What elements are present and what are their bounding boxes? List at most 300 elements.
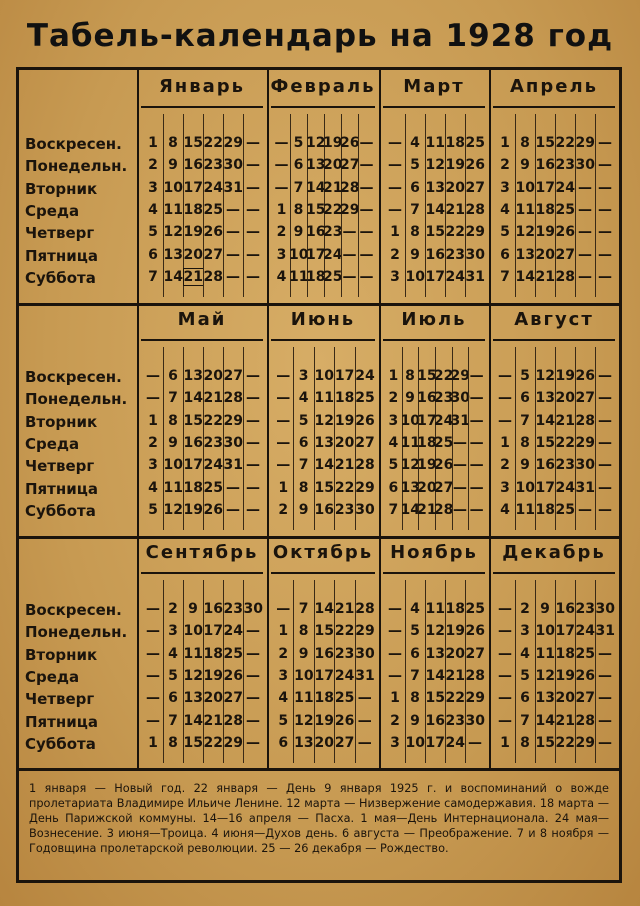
weekday-label: Среда [25,201,80,220]
day-cell: 14 [314,457,334,474]
day-cell: 21 [535,268,555,285]
day-cell: 29 [450,368,470,384]
day-cell: 18 [555,645,575,662]
day-cell: 19 [183,501,203,518]
day-cell: 17 [555,623,575,640]
day-cell: — [598,268,612,285]
day-cell: 23 [555,457,575,474]
month-name: Апрель [509,76,599,97]
day-cell: 20 [555,690,575,707]
day-cell: — [469,390,484,407]
day-cell: 23 [433,390,454,407]
day-cell: 9 [168,434,178,451]
day-cell: 9 [168,157,178,174]
day-cell: 9 [410,246,420,263]
day-cell: 18 [535,201,555,218]
day-cell: 11 [400,434,420,451]
day-cell: — [498,712,512,729]
day-cell: 5 [298,412,309,429]
day-cell: 16 [417,390,437,407]
day-cell: 1 [148,135,158,151]
day-cell: — [388,201,402,218]
day-cell: 26 [223,667,243,684]
day-cell: — [226,501,240,518]
day-cell: 10 [535,623,555,640]
day-cell: 31 [450,412,470,429]
day-cell: 25 [203,479,223,496]
day-cell: — [246,368,260,384]
day-cell: 30 [575,457,595,474]
day-cell: 23 [203,157,223,174]
day-cell: 18 [334,390,355,407]
day-cell: — [246,135,260,151]
day-cell: — [578,246,592,263]
day-cell: 20 [183,246,203,263]
day-cell: — [359,179,374,196]
day-cell: 5 [388,457,399,474]
day-cell: 21 [334,457,355,474]
day-cell: 20 [445,645,465,662]
month-divider [489,536,491,769]
day-cell: — [388,135,402,151]
month-9 [267,536,379,769]
day-cell: 27 [575,390,595,407]
day-cell: 16 [425,246,445,263]
day-cell: 19 [203,667,223,684]
day-cell: — [598,224,612,241]
day-cell: — [226,224,240,241]
day-cell: 9 [298,645,309,662]
day-cell: 16 [535,157,555,174]
day-cell: — [246,201,260,218]
day-cell: 4 [148,201,158,218]
weekday-label: Воскресен. [25,135,122,153]
day-cell: 18 [417,434,437,451]
day-cell: 6 [278,734,289,751]
day-cell: 2 [500,157,510,174]
day-cell: — [598,667,612,684]
day-cell: 25 [555,201,575,218]
day-cell: 8 [520,434,530,451]
weekday-label: Четверг [25,224,95,243]
day-cell: 27 [203,246,223,263]
day-cell: 20 [417,479,437,496]
day-cell: 19 [183,224,203,241]
day-cell: — [146,667,160,684]
day-cell: 19 [445,157,465,174]
day-cell: 21 [203,390,223,407]
day-cell: — [388,623,402,640]
day-cell: 10 [314,368,334,384]
day-cell: 12 [535,667,555,684]
day-cell: 7 [410,201,420,218]
day-cell: — [598,179,612,196]
day-cell: 6 [410,179,420,196]
day-cell: 12 [425,157,445,174]
day-cell: 15 [183,412,203,429]
month-6 [379,303,489,536]
day-cell: 28 [223,390,243,407]
day-cell: 4 [298,390,309,407]
day-cell: 7 [168,712,178,729]
day-cell: 22 [334,479,355,496]
day-cell: 24 [445,268,465,285]
day-cell: 13 [400,479,420,496]
day-cell: 30 [355,645,375,662]
month-rule [141,106,263,108]
day-cell: 14 [425,667,445,684]
day-cell: 9 [188,601,198,617]
day-cell: — [498,412,512,429]
day-cell: 7 [293,179,304,196]
day-cell: 13 [425,645,445,662]
day-cell: 13 [314,434,334,451]
day-cell: 8 [168,412,178,429]
day-cell: 13 [163,246,183,263]
day-cell: 20 [445,179,465,196]
day-cell: 10 [405,268,425,285]
day-cell: 23 [334,501,355,518]
day-cell: 19 [323,135,343,151]
day-cell: 13 [183,368,203,384]
month-divider [379,70,381,303]
day-cell: 17 [183,457,203,474]
day-cell: 11 [535,645,555,662]
day-cell: 23 [203,434,223,451]
day-cell: — [598,246,612,263]
day-cell: 31 [223,179,243,196]
weekday-label: Понедельн. [25,390,128,409]
day-cell: — [357,712,372,729]
day-cell: 16 [535,457,555,474]
day-cell: 29 [223,135,243,151]
month-divider [267,536,269,769]
day-cell: 3 [500,479,510,496]
month-rule [271,106,375,108]
day-cell: — [359,246,374,263]
month-name: Июль [401,309,467,330]
month-rule [383,106,485,108]
day-cell: — [359,268,374,285]
day-cell: 1 [390,224,400,241]
day-cell: 29 [465,690,485,707]
day-cell: — [578,179,592,196]
day-cell: 30 [223,434,243,451]
day-cell: 1 [500,434,510,451]
day-cell: 16 [183,434,203,451]
day-cell: 13 [183,690,203,707]
day-cell: — [598,412,612,429]
day-cell: 6 [388,479,399,496]
day-cell: 27 [223,368,243,384]
day-cell: 22 [334,623,355,640]
day-cell: — [246,501,260,518]
day-cell: — [469,412,484,429]
month-divider [489,303,491,536]
day-cell: 6 [410,645,420,662]
day-cell: 24 [555,479,575,496]
day-cell: 15 [535,734,555,751]
day-cell: 1 [148,412,158,429]
month-rule [271,339,375,341]
day-cell: 3 [520,623,530,640]
day-cell: 26 [203,224,223,241]
day-cell: 6 [293,157,304,174]
day-cell: — [498,690,512,707]
day-cell: 29 [575,734,595,751]
day-cell: 16 [314,645,334,662]
weekday-label: Воскресен. [25,601,122,619]
day-cell: 2 [276,224,287,241]
day-cell: 9 [298,501,309,518]
day-cell: 14 [306,179,326,196]
day-cell: 6 [520,690,530,707]
day-cell: 29 [355,479,375,496]
month-rule [141,339,263,341]
month-7 [489,303,619,536]
day-cell: 6 [500,246,510,263]
day-cell: 10 [400,412,420,429]
day-cell: — [498,368,512,384]
day-cell: 3 [168,623,178,640]
day-cell: — [468,734,482,751]
day-cell: 5 [148,224,158,241]
day-cell: — [146,601,160,617]
day-cell: — [226,479,240,496]
day-cell: 30 [465,246,485,263]
day-cell: 22 [203,734,223,751]
day-cell: — [276,390,291,407]
day-cell: 15 [425,690,445,707]
day-cell: 29 [340,201,360,218]
day-cell: 26 [465,623,485,640]
day-cell: 15 [425,224,445,241]
day-cell: — [388,645,402,662]
weekday-label: Суббота [25,268,96,287]
day-cell: 28 [465,667,485,684]
day-cell: 27 [465,645,485,662]
day-cell: — [598,135,612,151]
day-cell: 25 [433,434,454,451]
day-cell: 12 [294,712,314,729]
day-cell: 10 [515,479,535,496]
day-cell: — [246,457,260,474]
month-5 [267,303,379,536]
day-cell: 17 [314,667,334,684]
day-cell: — [598,734,612,751]
day-cell: 4 [500,201,510,218]
day-cell: 23 [575,601,595,617]
day-cell: 25 [555,501,575,518]
day-cell: 31 [575,479,595,496]
day-cell: 10 [294,667,314,684]
day-cell: — [276,457,291,474]
day-cell: — [274,157,289,174]
day-cell: 3 [298,368,309,384]
month-name: Ноябрь [390,542,478,563]
day-cell: 10 [405,734,425,751]
day-cell: — [146,690,160,707]
day-cell: — [359,224,374,241]
quarter-block [19,536,619,769]
day-cell: 21 [183,268,203,285]
day-cell: 14 [163,268,183,285]
day-cell: — [246,690,260,707]
day-cell: 3 [278,667,289,684]
day-cell: 25 [203,201,223,218]
day-cell: 20 [323,157,343,174]
day-cell: 24 [355,368,375,384]
day-cell: — [246,268,260,285]
day-cell: 1 [148,734,158,751]
day-cell: 8 [168,135,178,151]
day-cell: 1 [500,135,510,151]
day-cell: 18 [183,201,203,218]
day-cell: 15 [535,135,555,151]
day-cell: 31 [223,457,243,474]
day-cell: 1 [500,734,510,751]
day-cell: 9 [540,601,550,617]
day-cell: — [453,501,467,518]
day-cell: — [246,712,260,729]
day-cell: 26 [355,412,375,429]
day-cell: — [388,179,402,196]
day-cell: — [342,268,357,285]
day-cell: — [469,368,484,384]
day-cell: 1 [276,201,287,218]
weekday-label: Понедельн. [25,623,128,642]
day-cell: 13 [306,157,326,174]
month-11 [489,536,619,769]
day-cell: 14 [535,412,555,429]
day-cell: 17 [203,623,223,640]
day-cell: — [598,390,612,407]
day-cell: 23 [445,246,465,263]
day-cell: 23 [323,224,343,241]
day-cell: 25 [575,645,595,662]
day-cell: 10 [515,179,535,196]
day-cell: 4 [520,645,530,662]
day-cell: — [146,645,160,662]
day-cell: 2 [388,390,399,407]
day-cell: 24 [203,179,223,196]
day-cell: 14 [425,201,445,218]
month-4 [137,303,267,536]
month-rule [493,106,615,108]
day-cell: 2 [278,501,289,518]
day-cell: 29 [575,135,595,151]
day-cell: 13 [515,246,535,263]
day-cell: — [498,645,512,662]
day-cell: 7 [520,712,530,729]
day-cell: — [246,224,260,241]
day-cell: 17 [425,268,445,285]
day-cell: 17 [183,179,203,196]
day-cell: 28 [355,601,375,617]
month-2 [379,70,489,303]
day-cell: 22 [445,224,465,241]
day-cell: 17 [417,412,437,429]
day-cell: 12 [163,501,183,518]
day-cell: 16 [314,501,334,518]
quarter-block [19,70,619,303]
day-cell: 8 [298,623,309,640]
day-cell: — [146,623,160,640]
day-cell: 23 [445,712,465,729]
weekday-label: Пятница [25,479,98,498]
day-cell: 14 [314,601,334,617]
day-cell: 11 [294,690,314,707]
day-cell: 18 [203,645,223,662]
day-cell: 18 [445,601,465,617]
day-cell: 2 [500,457,510,474]
weekday-label: Четверг [25,690,95,709]
day-cell: 3 [390,734,400,751]
day-cell: 27 [433,479,454,496]
month-1 [267,70,379,303]
day-cell: 5 [520,368,530,384]
day-cell: 15 [417,368,437,384]
day-cell: 20 [535,246,555,263]
holidays-notes: 1 января — Новый год. 22 января — День 9 января 1925 г. и воспоминаний о вожде пролетариата Владимире Ильиче Ленине. 12 марта — Низвержение самодержавия. 18 марта — День Парижской коммуны. 14—16 апреля — Пасха. 1 мая—День Интернационала. 24 мая—Вознесение. 3 июня—Троица. 4 июня—Духов день. 6 августа — Преображение. 7 и 8 ноября — Годовщина пролетарской революции. 25 — 26 декабря — Рождество. [19,768,619,880]
weekday-label: Воскресен. [25,368,122,386]
day-cell: 11 [425,135,445,151]
day-cell: 21 [555,712,575,729]
day-cell: 18 [314,690,334,707]
day-cell: 6 [148,246,158,263]
day-cell: 19 [417,457,437,474]
day-cell: 21 [417,501,437,518]
day-cell: — [598,434,612,451]
day-cell: 8 [520,135,530,151]
day-cell: — [246,479,260,496]
day-cell: — [146,390,160,407]
day-cell: 31 [465,268,485,285]
day-cell: 21 [445,201,465,218]
day-cell: 29 [465,224,485,241]
weekday-label: Вторник [25,412,98,431]
day-cell: — [246,434,260,451]
day-cell: — [226,246,240,263]
day-cell: — [274,179,289,196]
day-cell: 4 [500,501,510,518]
day-cell: — [598,501,612,518]
day-cell: 28 [433,501,454,518]
day-cell: — [342,224,357,241]
day-cell: — [598,712,612,729]
day-cell: 27 [334,734,355,751]
day-cell: 29 [575,434,595,451]
day-cell: — [146,368,160,384]
weekday-label: Вторник [25,179,98,198]
month-rule [271,572,375,574]
day-cell: 28 [223,712,243,729]
day-cell: 25 [465,601,485,617]
day-cell: 20 [555,390,575,407]
day-cell: 3 [390,268,400,285]
day-cell: 3 [388,412,399,429]
day-cell: 21 [203,712,223,729]
day-cell: — [246,667,260,684]
day-cell: 15 [183,734,203,751]
day-cell: 11 [515,501,535,518]
month-divider [379,536,381,769]
day-cell: 11 [515,201,535,218]
day-cell: — [598,368,612,384]
day-cell: 2 [148,157,158,174]
day-cell: 14 [183,712,203,729]
day-cell: 24 [445,734,465,751]
